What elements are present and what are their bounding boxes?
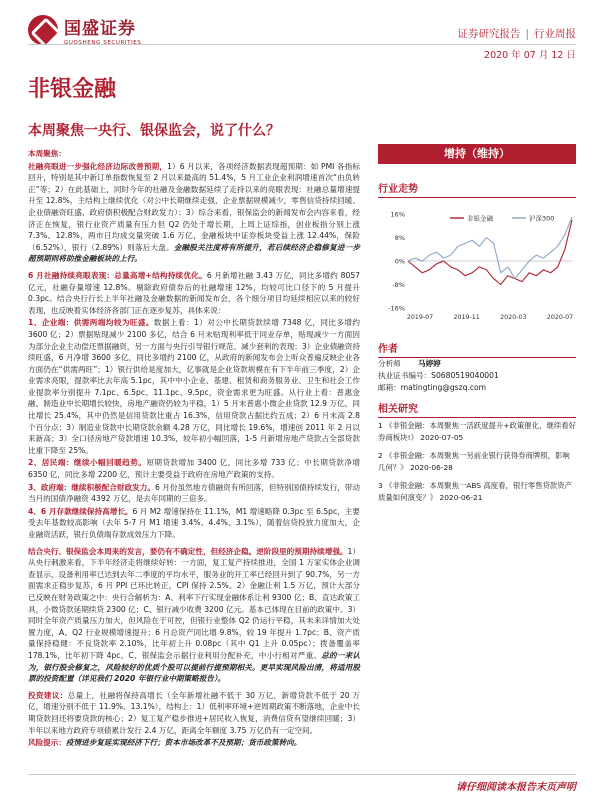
report-date: 2020 年 07 月 12 日 <box>484 50 576 61</box>
paragraph-4: 2、居民端：继续小幅回暖趋势。短期贷款增加 3400 亿，同比多增 733 亿；中长期贷款净增 6350 亿，同比多增 2200 亿，预计主要受益于政府在房地产政策的支持。 <box>28 458 360 480</box>
logo-name-cn: 国盛证券 <box>64 19 136 39</box>
report-title: 本周聚焦一央行、银保监会，说了什么？ <box>28 123 280 139</box>
paragraph-1: 社融亮眼进一步强化经济边际改善预期，1）6 月以来，各项经济数据表现超预期：如 PMI 各指标回升，特别是其中新订单指数恢复至 2 月以来最高的 51.4%，5 月工业企业利润增速首次“由负转正”等；2）在此基础上，同时今年的社融及金融数据延续了走持以来的亮眼表现：社融总量增速提升至 12.8%，主结构上继续优化（对公中长期继续走强、企业票据规模减少，零售信贷持续回暖、企业债融资旺盛、政府债积极配合财政发力）；3）综合来看，银保监会的新闻发布会内容来看，经济正在恢复，银行业资产质量有压力但 Q2 仍处于增长期，上周上证综指，创业板指分别上涨 7.3%、12.8%，两市日均成交量突破 1.6 万亿，金融板块中证券板块受益上涨 12.44%，保险（6.52%），银行（2.89%）则落后大盘。金融股关注度将有所提升，若后续经济企稳修复进一步超预期则将助推金融板块的上行。 <box>28 161 360 264</box>
paragraph-8: 投资建议：总量上，社融将保持高增长（全年新增社融不低于 30 万亿，新增贷款不低于 20 万亿，增速分别不低于 11.9%、13.1%），结构上：1）低利率环境+逆周期政策不断落地，企业中长期贷款回还将要贷款的核心；2）复工复产稳步推进+居民收入恢复，消费信贷有望继续回暖；3）半年以来地方政府专项债累计发行 2.4 万亿，距离全年额度 3.75 万亿仍有一定空间。 <box>28 690 360 735</box>
industry-trend-chart <box>378 206 576 326</box>
rating-badge: 增持（维持） <box>378 144 576 164</box>
y-tick-label: 0% <box>394 257 405 266</box>
related-item[interactable]: 3 《非银金融：本周聚焦一ABS 高度看，银行零售贷款资产质量如何演变？》 2020-06-21 <box>378 480 573 503</box>
y-tick-label: 8% <box>394 234 405 242</box>
related-item[interactable]: 2 《非银金融：本周聚焦一另前业银行获得券商牌照，影响几何？》 2020-06-28 <box>378 450 570 473</box>
footer-disclaimer: 请仔细阅读本报告末页声明 <box>456 782 576 793</box>
email-label: 邮箱： <box>378 383 401 392</box>
logo-emblem-icon <box>28 15 58 45</box>
related-heading: 相关研究 <box>378 400 576 418</box>
cert-number: S0680519040001 <box>431 371 499 380</box>
analyst-heading: 作者 <box>378 340 576 358</box>
paragraph-2: 6 月社融持续亮眼表现：总量高增+结构持续优化。6 月新增社融 3.43 万亿，同比多增约 8057 亿元，社融存量增速 12.8%。剔除政府债券后的社融增速 12%，均较可比口径下的 5 月提升 0.3pc。结合央行行长上半年社融及金融数据的新闻发布会，各个细分项目均延续相应以来的较好表现，也反映着实体经济各部门正在逐步复苏，具体来说： <box>28 270 361 315</box>
y-tick-label: 16% <box>390 210 405 219</box>
report-category: 证券研究报告 | 行业周报 <box>457 28 576 40</box>
series-line-nonbank <box>408 220 572 285</box>
x-tick-label: 2020-03 <box>500 314 527 321</box>
footer-divider <box>28 774 576 775</box>
series-line-hs300 <box>408 217 572 279</box>
report-body <box>28 148 360 750</box>
company-logo <box>28 14 141 46</box>
paragraph-9: 风险提示：疫情进步复延实现经济下行；资本市场改革不及预期；货币政策转向。 <box>28 738 302 748</box>
trend-heading: 行业走势 <box>378 180 576 198</box>
related-item[interactable]: 1 《非银金融：本周聚焦一活跃度提升+政策催化，继续看好券商板块!》 2020-07-05 <box>378 421 577 443</box>
page-header <box>0 0 600 62</box>
y-tick-label: -16% <box>388 304 405 313</box>
sector-title: 非银金融 <box>28 76 117 102</box>
paragraph-3: 1、企业端：供需两端均较为旺盛。数据上看：1）对公中长期贷款续增 7348 亿，同比多增约 3600 亿；2）票据贴现减少 2100 多亿，结合 6 月末贴现利率低于同业存单，贴现减少一方面因为部分企业主动偿还票据融资，另一方面与央行引导银行规范、减少套利的表现；3）企业债融资持续旺盛，6 月净增 3600 多亿，同比多增约 2100 亿，从政府的新闻发布会上听众普遍反映企业各方面仍在“供需两旺”；1）银行供给是度加大，亿事就是企业贷款规模在有下半年前三季度，2）企业需求亮眼，提款率比去年高 5.1pc，其中中小企业、基建、租赁和商务服务业、卫生和社会工作业提款率分别提升 7.1pc、6.5pc、11.1pc、9.5pc，资金需求更为旺盛。从行业上看：普惠金融、制造业中长期增长较快，房地产融资仍较为平稳，1）5 月末普惠小微企业贷款 12.9 万亿，同比增长 25.4%，其中仍然是信用贷款比重占 16.3%，信用贷款占据比约五成；2）6 月末高 2.8 个百分点；3）制造业贷款中长期贷款余额 4.28 万亿，同比增长 19.6%，增速创 2011 年 2 月以来新高；3）全口径房地产贷款增速 10.3%，较年初小幅回落，1-5 月新增房地产贷款占全部贷款比重下降至 25%。 <box>28 318 360 455</box>
paragraph-5: 3、政府端：继续积极配合财政发力。6 月份虽然地方债融资有所回落，但特别国债持续发行，带动当月的国债净融资 4392 万亿，是去年同期的三倍多。 <box>28 482 360 504</box>
x-tick-label: 2019-11 <box>453 314 480 321</box>
related-research-list <box>378 420 576 509</box>
cert-label: 执业证书编号： <box>378 371 432 380</box>
legend-label: 沪深300 <box>529 214 555 223</box>
paragraph-7: 结合央行、银保监会本周来的发言，要仍有不确定性，但经济企稳。逆阶段里的预期持续增强。1）从央行刺激来看，下半年经济走将继续好转：一方面，复工复产持续推进，全国 1 万家实体企业调查显示，设备利用率已达到去年二季度的平均水平，服务业的开工率已经回升到了 90.7%，另一方面需求正稳步复苏，6 月 PPI 已环比转正，CPI 保持 2.5%。2）金融让利 1.5 万亿，预计大部分已反映在财务政策之中：央行合解析为：A、利率下行实现金融体系让利 9300 亿；B、直达政策工具，小微贷款延期续贷 2300 亿；C、银行减少收费 3200 亿元。基本已体现在目前的政策中。3）同时全年资产质量压力加大，但风险在于可控，但银行业整体 Q2 仍运行平稳，其未来详情加大处置力度，A、Q2 行业规模增速提升；6 月总资产同比增 9.8%，较 19 年提升 1.7pc；B、资产质量保持稳健：不良贷款率 2.10%，比年初上升 0.08pc（其中 Q1 上升 0.05pc）；拨备覆盖率 178.1%，比年初下降 4pc。C、银保监会示据行业利用分配补充，中小行相对严重。总的一来认为，银行股会修复之，风险较好的优质个股可以提前行提预期相关。更早实现风险出清，将适用股票的投资配置（详见我们 2020 年银行业中期策略报告）。 <box>28 546 361 684</box>
report-type: 证券研究报告 <box>457 28 521 40</box>
y-tick-label: -8% <box>392 281 405 289</box>
x-tick-label: 2019-07 <box>406 314 434 321</box>
x-tick-label: 2020-07 <box>546 314 574 321</box>
analyst-role: 分析师 <box>378 359 401 368</box>
paragraph-6: 4、6 月存款继续保持高增长。6 月 M2 增速保持在 11.1%，M1 增速略降 0.3pc 至 6.5pc，主要受去年基数较高影响（去年 5-7 月 M1 增速 3.4%、4.4%、3.1%），随着信贷投放力度加大，企业融资活跃，银行负债端存款成效压力下降。 <box>28 506 360 539</box>
logo-name-en: GUOSHENG SECURITIES <box>64 40 142 46</box>
legend-label: 非银金融 <box>467 214 493 223</box>
summary-label: 本周聚焦： <box>28 149 66 158</box>
analyst-info <box>378 358 576 394</box>
header-divider <box>28 44 576 45</box>
analyst-email[interactable]: matingting@gszq.com <box>400 383 487 392</box>
trend-chart-svg <box>378 206 576 326</box>
report-kind: 行业周报 <box>534 28 576 40</box>
analyst-name: 马婷婷 <box>418 359 441 368</box>
